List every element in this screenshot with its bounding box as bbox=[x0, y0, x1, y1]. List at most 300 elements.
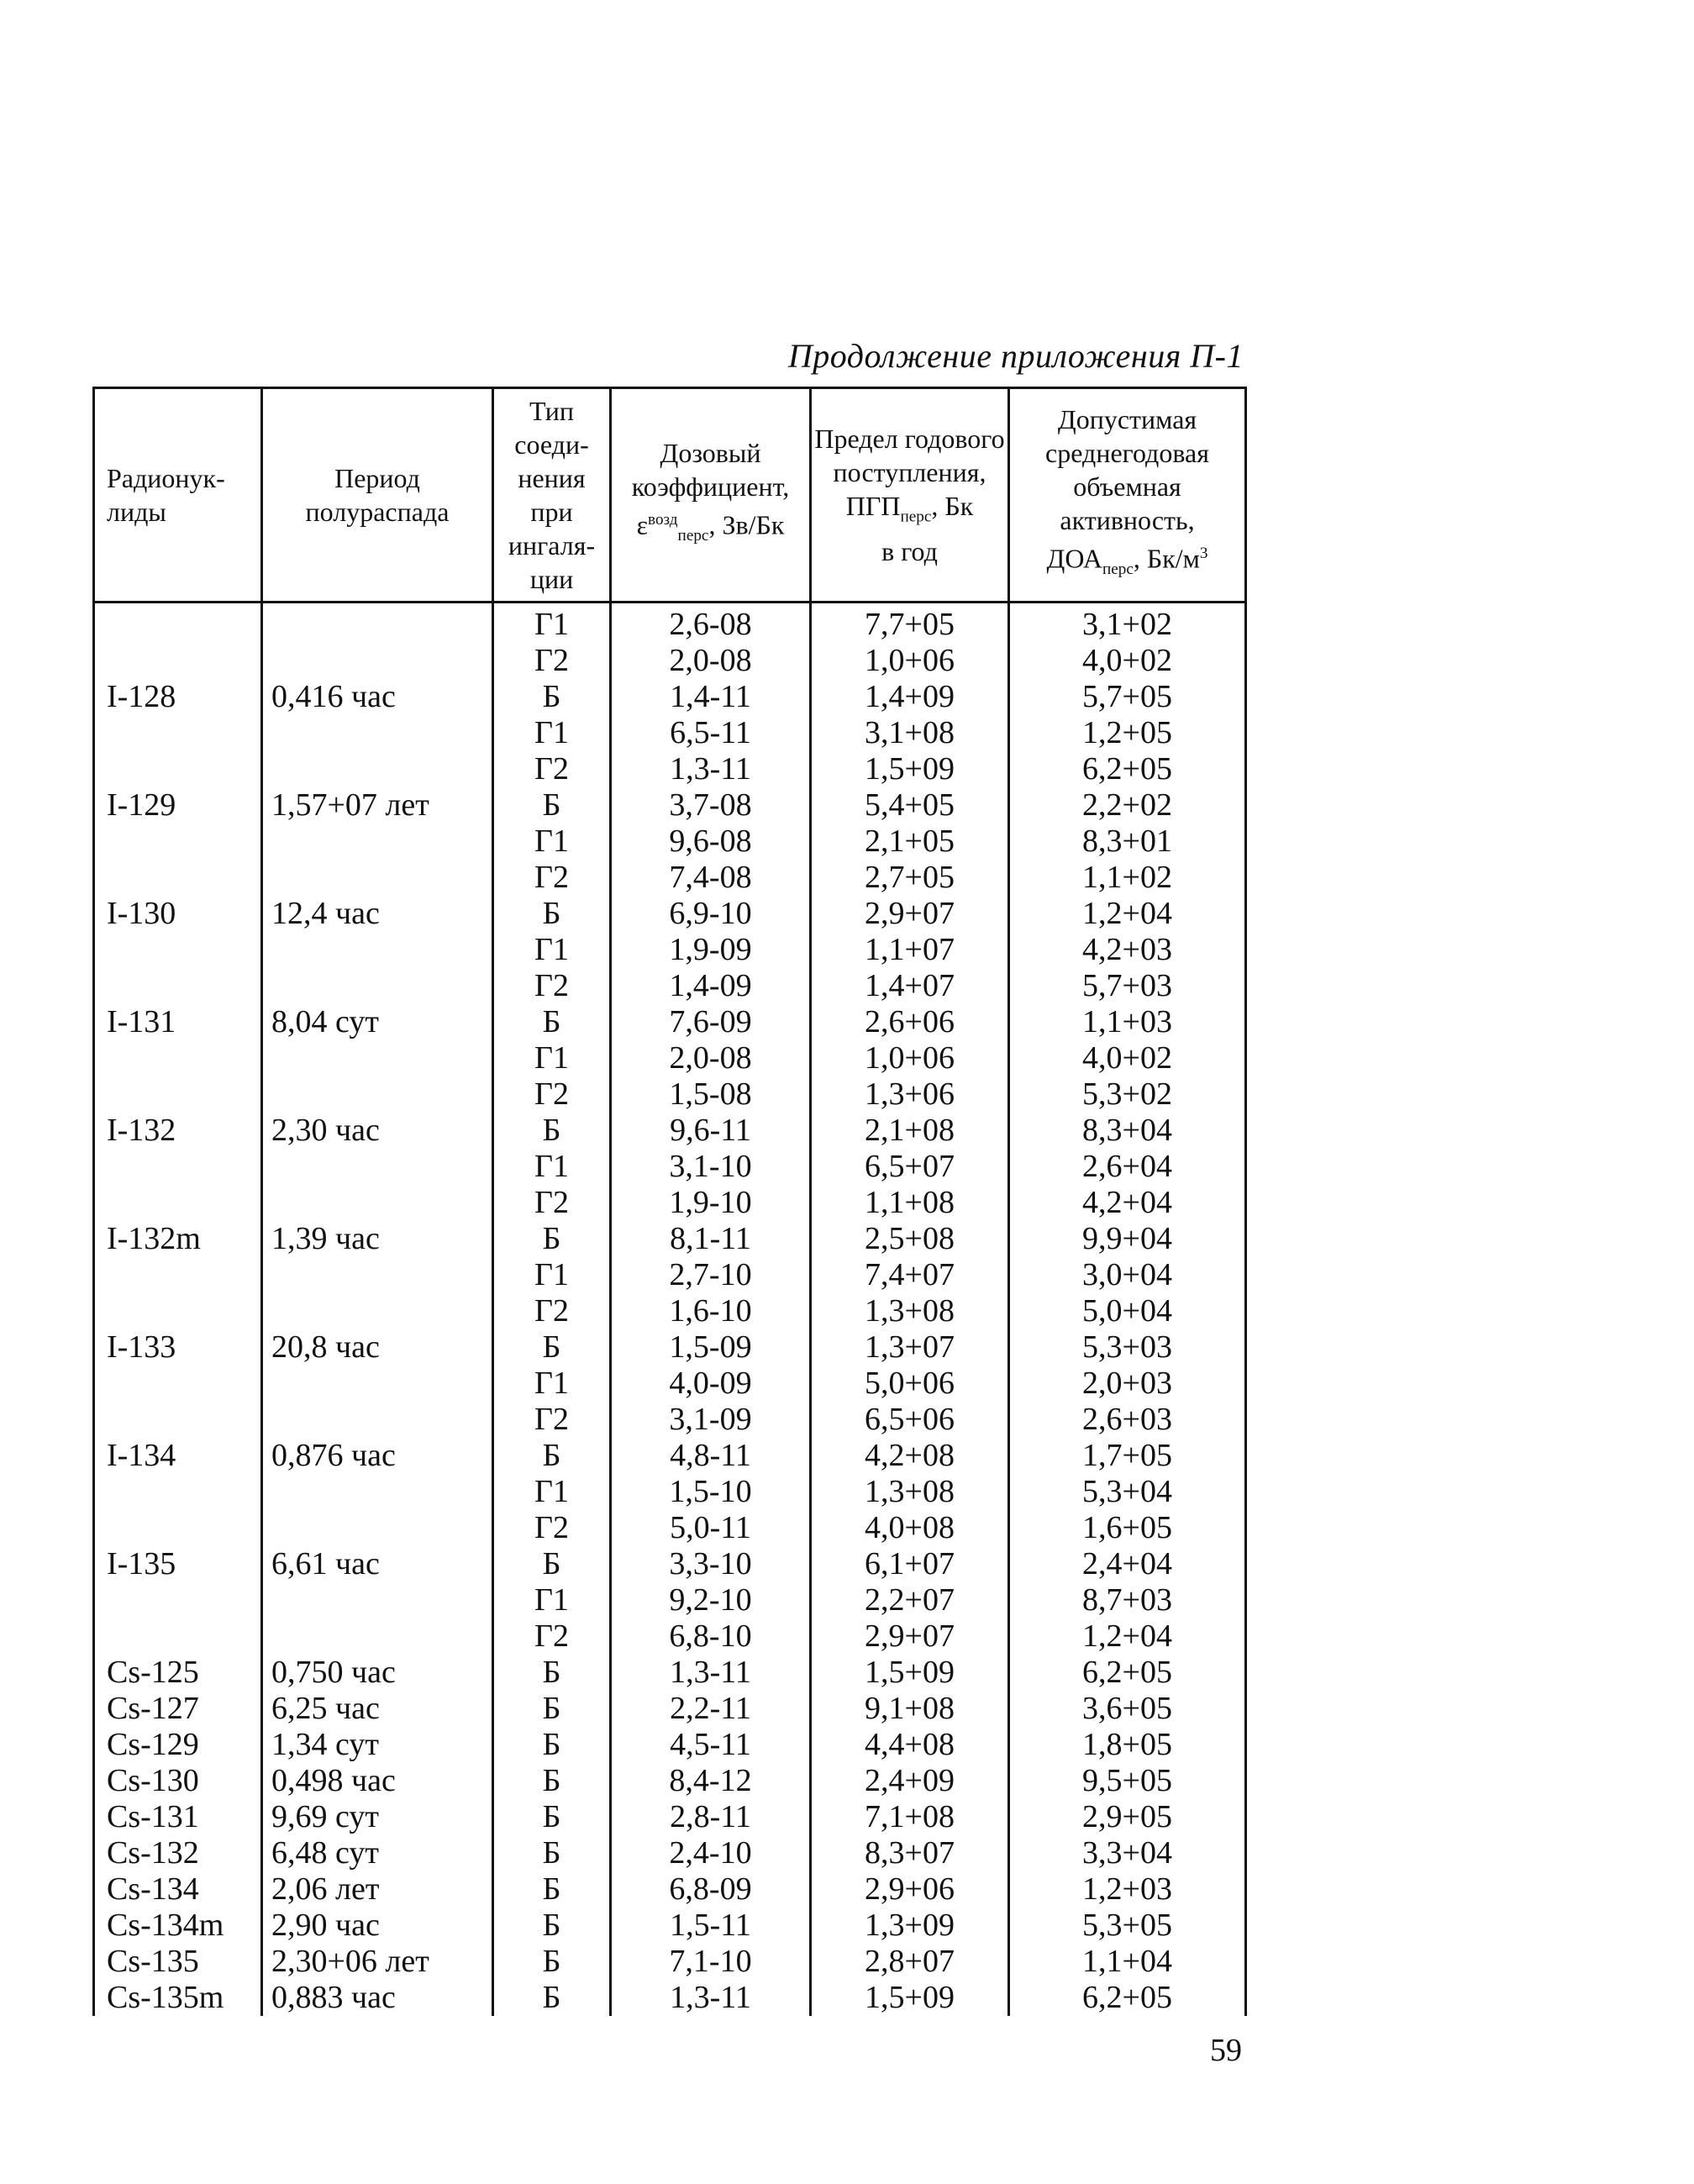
header-limit-tail: в год bbox=[881, 535, 938, 566]
nuclide-cell: I-135 bbox=[94, 1546, 262, 1582]
table-row bbox=[94, 1908, 1246, 1944]
compound-type-cell: Б bbox=[493, 1438, 611, 1474]
half-life-cell bbox=[262, 860, 493, 896]
compound-type-cell: Б bbox=[493, 679, 611, 715]
compound-type-cell: Г1 bbox=[493, 1474, 611, 1510]
intake-limit-cell: 9,1+08 bbox=[811, 1691, 1009, 1727]
half-life-cell bbox=[262, 1510, 493, 1546]
volume-activity-cell: 9,5+05 bbox=[1009, 1763, 1246, 1799]
header-row bbox=[94, 388, 1246, 603]
half-life-cell: 2,90 час bbox=[262, 1908, 493, 1944]
intake-limit-cell: 4,0+08 bbox=[811, 1510, 1009, 1546]
volume-activity-cell: 2,6+04 bbox=[1009, 1149, 1246, 1185]
nuclide-cell: Cs-135m bbox=[94, 1980, 262, 2016]
nuclide-cell bbox=[94, 968, 262, 1004]
header-activity-abbr: ДОА bbox=[1046, 544, 1102, 575]
table-row bbox=[94, 1185, 1246, 1221]
dose-coefficient-cell: 2,0-08 bbox=[611, 643, 811, 679]
compound-type-cell: Б bbox=[493, 1113, 611, 1149]
intake-limit-cell: 2,9+06 bbox=[811, 1871, 1009, 1908]
half-life-cell bbox=[262, 968, 493, 1004]
dose-coefficient-cell: 1,3-11 bbox=[611, 1655, 811, 1691]
compound-type-cell: Г1 bbox=[493, 1257, 611, 1293]
dose-coefficient-cell: 9,2-10 bbox=[611, 1582, 811, 1618]
half-life-cell bbox=[262, 1582, 493, 1618]
compound-type-cell: Г2 bbox=[493, 860, 611, 896]
nuclide-cell bbox=[94, 643, 262, 679]
half-life-cell bbox=[262, 1185, 493, 1221]
volume-activity-cell: 2,0+03 bbox=[1009, 1366, 1246, 1402]
nuclide-cell bbox=[94, 860, 262, 896]
compound-type-cell: Б bbox=[493, 896, 611, 932]
intake-limit-cell: 2,2+07 bbox=[811, 1582, 1009, 1618]
half-life-cell bbox=[262, 1257, 493, 1293]
compound-type-cell: Б bbox=[493, 1691, 611, 1727]
compound-type-cell: Г2 bbox=[493, 968, 611, 1004]
volume-activity-cell: 4,2+04 bbox=[1009, 1185, 1246, 1221]
volume-activity-cell: 5,3+05 bbox=[1009, 1908, 1246, 1944]
dose-coefficient-cell: 2,6-08 bbox=[611, 603, 811, 644]
volume-activity-cell: 3,0+04 bbox=[1009, 1257, 1246, 1293]
dose-coefficient-cell: 6,5-11 bbox=[611, 715, 811, 751]
dose-coefficient-cell: 3,1-10 bbox=[611, 1149, 811, 1185]
nuclide-cell: I-132 bbox=[94, 1113, 262, 1149]
dose-coefficient-cell: 3,3-10 bbox=[611, 1546, 811, 1582]
intake-limit-cell: 2,4+09 bbox=[811, 1763, 1009, 1799]
table-row bbox=[94, 715, 1246, 751]
intake-limit-cell: 2,1+08 bbox=[811, 1113, 1009, 1149]
table-row bbox=[94, 679, 1246, 715]
half-life-cell: 2,30+06 лет bbox=[262, 1944, 493, 1980]
header-annual-intake-limit bbox=[811, 388, 1009, 603]
nuclide-cell: Cs-125 bbox=[94, 1655, 262, 1691]
dose-coefficient-cell: 2,0-08 bbox=[611, 1040, 811, 1076]
volume-activity-cell: 2,6+03 bbox=[1009, 1402, 1246, 1438]
header-compound-type: Тип соеди-нения при ингаля-ции bbox=[493, 388, 611, 603]
compound-type-cell: Г1 bbox=[493, 1149, 611, 1185]
table-row bbox=[94, 1366, 1246, 1402]
nuclide-cell: Cs-129 bbox=[94, 1727, 262, 1763]
volume-activity-cell: 2,4+04 bbox=[1009, 1546, 1246, 1582]
nuclide-cell: Cs-135 bbox=[94, 1944, 262, 1980]
half-life-cell: 6,25 час bbox=[262, 1691, 493, 1727]
nuclide-cell bbox=[94, 1402, 262, 1438]
nuclide-cell: I-128 bbox=[94, 679, 262, 715]
intake-limit-cell: 5,4+05 bbox=[811, 787, 1009, 824]
volume-activity-cell: 8,3+01 bbox=[1009, 824, 1246, 860]
intake-limit-cell: 6,5+06 bbox=[811, 1402, 1009, 1438]
dose-coefficient-cell: 6,9-10 bbox=[611, 896, 811, 932]
nuclide-cell bbox=[94, 1185, 262, 1221]
volume-activity-cell: 5,3+02 bbox=[1009, 1076, 1246, 1113]
dose-coefficient-cell: 7,6-09 bbox=[611, 1004, 811, 1040]
table-row bbox=[94, 1076, 1246, 1113]
compound-type-cell: Г2 bbox=[493, 1402, 611, 1438]
half-life-cell: 1,57+07 лет bbox=[262, 787, 493, 824]
table-row bbox=[94, 1510, 1246, 1546]
volume-activity-cell: 1,1+02 bbox=[1009, 860, 1246, 896]
compound-type-cell: Б bbox=[493, 787, 611, 824]
table-row bbox=[94, 751, 1246, 787]
header-limit-sub: перс bbox=[900, 508, 932, 526]
compound-type-cell: Б bbox=[493, 1763, 611, 1799]
dose-coefficient-cell: 3,7-08 bbox=[611, 787, 811, 824]
compound-type-cell: Б bbox=[493, 1004, 611, 1040]
header-volume-activity bbox=[1009, 388, 1246, 603]
header-dose-symbol: ε bbox=[636, 510, 649, 541]
dose-coefficient-cell: 9,6-11 bbox=[611, 1113, 811, 1149]
dose-coefficient-cell: 4,5-11 bbox=[611, 1727, 811, 1763]
header-dose-sub: перс bbox=[677, 527, 709, 545]
compound-type-cell: Г2 bbox=[493, 1510, 611, 1546]
half-life-cell: 6,48 сут bbox=[262, 1835, 493, 1871]
nuclide-cell bbox=[94, 1366, 262, 1402]
table-row bbox=[94, 603, 1246, 644]
intake-limit-cell: 7,1+08 bbox=[811, 1799, 1009, 1835]
table-row bbox=[94, 1040, 1246, 1076]
dose-coefficient-cell: 4,0-09 bbox=[611, 1366, 811, 1402]
dose-coefficient-cell: 8,1-11 bbox=[611, 1221, 811, 1257]
nuclide-cell bbox=[94, 715, 262, 751]
nuclide-cell bbox=[94, 1510, 262, 1546]
nuclide-cell bbox=[94, 932, 262, 968]
dose-coefficient-cell: 6,8-09 bbox=[611, 1871, 811, 1908]
header-dose-coefficient bbox=[611, 388, 811, 603]
header-activity-main: Допустимая среднегодовая объемная активность, bbox=[1045, 404, 1209, 536]
table-row bbox=[94, 1799, 1246, 1835]
compound-type-cell: Г2 bbox=[493, 643, 611, 679]
table-row bbox=[94, 1691, 1246, 1727]
half-life-cell bbox=[262, 932, 493, 968]
nuclide-cell: I-133 bbox=[94, 1329, 262, 1366]
nuclide-cell bbox=[94, 1582, 262, 1618]
table-row bbox=[94, 1618, 1246, 1655]
half-life-cell: 6,61 час bbox=[262, 1546, 493, 1582]
table-row bbox=[94, 1438, 1246, 1474]
intake-limit-cell: 1,4+09 bbox=[811, 679, 1009, 715]
nuclide-cell bbox=[94, 1257, 262, 1293]
dose-coefficient-cell: 2,4-10 bbox=[611, 1835, 811, 1871]
compound-type-cell: Г1 bbox=[493, 603, 611, 644]
header-limit-unit: , Бк bbox=[931, 491, 974, 522]
table-row bbox=[94, 1474, 1246, 1510]
intake-limit-cell: 1,3+09 bbox=[811, 1908, 1009, 1944]
compound-type-cell: Г1 bbox=[493, 1366, 611, 1402]
volume-activity-cell: 2,2+02 bbox=[1009, 787, 1246, 824]
compound-type-cell: Г1 bbox=[493, 715, 611, 751]
compound-type-cell: Б bbox=[493, 1546, 611, 1582]
volume-activity-cell: 1,1+04 bbox=[1009, 1944, 1246, 1980]
compound-type-cell: Б bbox=[493, 1944, 611, 1980]
nuclide-cell: I-129 bbox=[94, 787, 262, 824]
compound-type-cell: Г2 bbox=[493, 751, 611, 787]
intake-limit-cell: 4,4+08 bbox=[811, 1727, 1009, 1763]
table-caption: Продолжение приложения П-1 bbox=[787, 337, 1244, 375]
intake-limit-cell: 1,0+06 bbox=[811, 1040, 1009, 1076]
dose-coefficient-cell: 9,6-08 bbox=[611, 824, 811, 860]
table-row bbox=[94, 643, 1246, 679]
compound-type-cell: Б bbox=[493, 1329, 611, 1366]
intake-limit-cell: 2,8+07 bbox=[811, 1944, 1009, 1980]
compound-type-cell: Б bbox=[493, 1908, 611, 1944]
header-activity-sub: перс bbox=[1102, 560, 1134, 579]
compound-type-cell: Г1 bbox=[493, 1582, 611, 1618]
table-row bbox=[94, 1727, 1246, 1763]
dose-coefficient-cell: 1,5-10 bbox=[611, 1474, 811, 1510]
table-row bbox=[94, 932, 1246, 968]
intake-limit-cell: 6,5+07 bbox=[811, 1149, 1009, 1185]
volume-activity-cell: 3,1+02 bbox=[1009, 603, 1246, 644]
intake-limit-cell: 1,3+06 bbox=[811, 1076, 1009, 1113]
half-life-cell: 0,876 час bbox=[262, 1438, 493, 1474]
table-row bbox=[94, 1871, 1246, 1908]
half-life-cell: 1,39 час bbox=[262, 1221, 493, 1257]
volume-activity-cell: 2,9+05 bbox=[1009, 1799, 1246, 1835]
dose-coefficient-cell: 1,3-11 bbox=[611, 751, 811, 787]
half-life-cell bbox=[262, 751, 493, 787]
dose-coefficient-cell: 1,3-11 bbox=[611, 1980, 811, 2016]
intake-limit-cell: 6,1+07 bbox=[811, 1546, 1009, 1582]
dose-coefficient-cell: 2,2-11 bbox=[611, 1691, 811, 1727]
intake-limit-cell: 5,0+06 bbox=[811, 1366, 1009, 1402]
half-life-cell: 2,06 лет bbox=[262, 1871, 493, 1908]
volume-activity-cell: 1,6+05 bbox=[1009, 1510, 1246, 1546]
table-row bbox=[94, 1944, 1246, 1980]
table-header bbox=[94, 388, 1246, 603]
half-life-cell: 0,750 час bbox=[262, 1655, 493, 1691]
nuclide-cell: Cs-127 bbox=[94, 1691, 262, 1727]
table-row bbox=[94, 1149, 1246, 1185]
dose-coefficient-cell: 6,8-10 bbox=[611, 1618, 811, 1655]
half-life-cell: 12,4 час bbox=[262, 896, 493, 932]
volume-activity-cell: 4,2+03 bbox=[1009, 932, 1246, 968]
compound-type-cell: Г2 bbox=[493, 1185, 611, 1221]
table-row bbox=[94, 1257, 1246, 1293]
header-nuclide: Радионук-лиды bbox=[94, 388, 262, 603]
intake-limit-cell: 1,1+07 bbox=[811, 932, 1009, 968]
compound-type-cell: Б bbox=[493, 1221, 611, 1257]
dose-coefficient-cell: 1,5-09 bbox=[611, 1329, 811, 1366]
volume-activity-cell: 4,0+02 bbox=[1009, 643, 1246, 679]
volume-activity-cell: 4,0+02 bbox=[1009, 1040, 1246, 1076]
dose-coefficient-cell: 7,4-08 bbox=[611, 860, 811, 896]
intake-limit-cell: 2,9+07 bbox=[811, 896, 1009, 932]
half-life-cell bbox=[262, 603, 493, 644]
volume-activity-cell: 1,2+04 bbox=[1009, 896, 1246, 932]
half-life-cell bbox=[262, 1402, 493, 1438]
nuclide-cell bbox=[94, 751, 262, 787]
intake-limit-cell: 1,0+06 bbox=[811, 643, 1009, 679]
intake-limit-cell: 7,4+07 bbox=[811, 1257, 1009, 1293]
half-life-cell: 0,416 час bbox=[262, 679, 493, 715]
dose-coefficient-cell: 1,9-10 bbox=[611, 1185, 811, 1221]
intake-limit-cell: 3,1+08 bbox=[811, 715, 1009, 751]
compound-type-cell: Г1 bbox=[493, 932, 611, 968]
volume-activity-cell: 3,6+05 bbox=[1009, 1691, 1246, 1727]
dose-coefficient-cell: 7,1-10 bbox=[611, 1944, 811, 1980]
volume-activity-cell: 6,2+05 bbox=[1009, 1980, 1246, 2016]
table-row bbox=[94, 860, 1246, 896]
half-life-cell bbox=[262, 1474, 493, 1510]
intake-limit-cell: 1,5+09 bbox=[811, 751, 1009, 787]
volume-activity-cell: 3,3+04 bbox=[1009, 1835, 1246, 1871]
half-life-cell: 20,8 час bbox=[262, 1329, 493, 1366]
compound-type-cell: Г2 bbox=[493, 1293, 611, 1329]
nuclide-cell: I-134 bbox=[94, 1438, 262, 1474]
nuclide-cell: Cs-131 bbox=[94, 1799, 262, 1835]
half-life-cell bbox=[262, 1040, 493, 1076]
table-row bbox=[94, 1546, 1246, 1582]
nuclide-cell: Cs-132 bbox=[94, 1835, 262, 1871]
table-row bbox=[94, 1329, 1246, 1366]
table-row bbox=[94, 1221, 1246, 1257]
intake-limit-cell: 2,1+05 bbox=[811, 824, 1009, 860]
table-row bbox=[94, 1582, 1246, 1618]
dose-coefficient-cell: 2,8-11 bbox=[611, 1799, 811, 1835]
header-dose-unit: , Зв/Бк bbox=[708, 510, 785, 541]
half-life-cell: 2,30 час bbox=[262, 1113, 493, 1149]
half-life-cell: 1,34 сут bbox=[262, 1727, 493, 1763]
half-life-cell: 8,04 сут bbox=[262, 1004, 493, 1040]
table-row bbox=[94, 1113, 1246, 1149]
nuclide-cell bbox=[94, 1076, 262, 1113]
header-limit-abbr: ПГП bbox=[845, 491, 901, 522]
nuclide-cell: Cs-130 bbox=[94, 1763, 262, 1799]
volume-activity-cell: 5,0+04 bbox=[1009, 1293, 1246, 1329]
intake-limit-cell: 7,7+05 bbox=[811, 603, 1009, 644]
volume-activity-cell: 6,2+05 bbox=[1009, 1655, 1246, 1691]
volume-activity-cell: 1,2+04 bbox=[1009, 1618, 1246, 1655]
dose-coefficient-cell: 1,4-11 bbox=[611, 679, 811, 715]
half-life-cell bbox=[262, 1618, 493, 1655]
nuclide-cell bbox=[94, 1293, 262, 1329]
nuclide-cell bbox=[94, 1618, 262, 1655]
nuclide-cell: Cs-134 bbox=[94, 1871, 262, 1908]
table-row bbox=[94, 1835, 1246, 1871]
table-row bbox=[94, 1655, 1246, 1691]
dose-coefficient-cell: 3,1-09 bbox=[611, 1402, 811, 1438]
dose-coefficient-cell: 5,0-11 bbox=[611, 1510, 811, 1546]
intake-limit-cell: 4,2+08 bbox=[811, 1438, 1009, 1474]
volume-activity-cell: 1,2+05 bbox=[1009, 715, 1246, 751]
dose-coefficient-cell: 2,7-10 bbox=[611, 1257, 811, 1293]
dose-coefficient-cell: 1,4-09 bbox=[611, 968, 811, 1004]
half-life-cell bbox=[262, 715, 493, 751]
intake-limit-cell: 1,3+07 bbox=[811, 1329, 1009, 1366]
radionuclide-table-container bbox=[92, 387, 1247, 2016]
half-life-cell: 0,883 час bbox=[262, 1980, 493, 2016]
table-row bbox=[94, 1293, 1246, 1329]
intake-limit-cell: 1,4+07 bbox=[811, 968, 1009, 1004]
dose-coefficient-cell: 4,8-11 bbox=[611, 1438, 811, 1474]
half-life-cell bbox=[262, 1149, 493, 1185]
nuclide-cell bbox=[94, 1149, 262, 1185]
half-life-cell bbox=[262, 1366, 493, 1402]
table-row bbox=[94, 896, 1246, 932]
half-life-cell bbox=[262, 1076, 493, 1113]
nuclide-cell bbox=[94, 824, 262, 860]
header-activity-sup: 3 bbox=[1199, 545, 1208, 563]
compound-type-cell: Г1 bbox=[493, 1040, 611, 1076]
half-life-cell: 0,498 час bbox=[262, 1763, 493, 1799]
half-life-cell bbox=[262, 824, 493, 860]
dose-coefficient-cell: 8,4-12 bbox=[611, 1763, 811, 1799]
volume-activity-cell: 1,7+05 bbox=[1009, 1438, 1246, 1474]
volume-activity-cell: 5,7+05 bbox=[1009, 679, 1246, 715]
compound-type-cell: Б bbox=[493, 1655, 611, 1691]
intake-limit-cell: 1,3+08 bbox=[811, 1474, 1009, 1510]
volume-activity-cell: 6,2+05 bbox=[1009, 751, 1246, 787]
nuclide-cell bbox=[94, 603, 262, 644]
volume-activity-cell: 8,7+03 bbox=[1009, 1582, 1246, 1618]
header-limit-main: Предел годового поступления, bbox=[814, 424, 1005, 488]
half-life-cell bbox=[262, 643, 493, 679]
nuclide-cell bbox=[94, 1040, 262, 1076]
nuclide-cell: I-131 bbox=[94, 1004, 262, 1040]
volume-activity-cell: 5,7+03 bbox=[1009, 968, 1246, 1004]
volume-activity-cell: 5,3+03 bbox=[1009, 1329, 1246, 1366]
compound-type-cell: Г2 bbox=[493, 1618, 611, 1655]
nuclide-cell: I-130 bbox=[94, 896, 262, 932]
header-activity-unit: , Бк/м bbox=[1133, 544, 1200, 575]
header-half-life: Период полураспада bbox=[262, 388, 493, 603]
table-row bbox=[94, 824, 1246, 860]
nuclide-cell: Cs-134m bbox=[94, 1908, 262, 1944]
page-number: 59 bbox=[1210, 2033, 1242, 2068]
compound-type-cell: Б bbox=[493, 1980, 611, 2016]
compound-type-cell: Б bbox=[493, 1871, 611, 1908]
intake-limit-cell: 2,9+07 bbox=[811, 1618, 1009, 1655]
half-life-cell bbox=[262, 1293, 493, 1329]
table-row bbox=[94, 1004, 1246, 1040]
dose-coefficient-cell: 1,5-11 bbox=[611, 1908, 811, 1944]
nuclide-cell: I-132m bbox=[94, 1221, 262, 1257]
table-body bbox=[94, 603, 1246, 2017]
table-row bbox=[94, 968, 1246, 1004]
volume-activity-cell: 1,1+03 bbox=[1009, 1004, 1246, 1040]
half-life-cell: 9,69 сут bbox=[262, 1799, 493, 1835]
volume-activity-cell: 9,9+04 bbox=[1009, 1221, 1246, 1257]
compound-type-cell: Б bbox=[493, 1835, 611, 1871]
compound-type-cell: Г1 bbox=[493, 824, 611, 860]
intake-limit-cell: 1,1+08 bbox=[811, 1185, 1009, 1221]
volume-activity-cell: 1,2+03 bbox=[1009, 1871, 1246, 1908]
compound-type-cell: Б bbox=[493, 1799, 611, 1835]
radionuclide-table bbox=[92, 387, 1247, 2016]
header-dose-sup: возд bbox=[648, 511, 678, 529]
intake-limit-cell: 2,5+08 bbox=[811, 1221, 1009, 1257]
intake-limit-cell: 2,7+05 bbox=[811, 860, 1009, 896]
intake-limit-cell: 1,5+09 bbox=[811, 1980, 1009, 2016]
intake-limit-cell: 8,3+07 bbox=[811, 1835, 1009, 1871]
dose-coefficient-cell: 1,5-08 bbox=[611, 1076, 811, 1113]
table-row bbox=[94, 787, 1246, 824]
volume-activity-cell: 8,3+04 bbox=[1009, 1113, 1246, 1149]
dose-coefficient-cell: 1,6-10 bbox=[611, 1293, 811, 1329]
volume-activity-cell: 1,8+05 bbox=[1009, 1727, 1246, 1763]
header-dose-main: Дозовый коэффициент, bbox=[631, 438, 790, 503]
volume-activity-cell: 5,3+04 bbox=[1009, 1474, 1246, 1510]
nuclide-cell bbox=[94, 1474, 262, 1510]
table-row bbox=[94, 1763, 1246, 1799]
compound-type-cell: Б bbox=[493, 1727, 611, 1763]
table-row bbox=[94, 1402, 1246, 1438]
intake-limit-cell: 1,5+09 bbox=[811, 1655, 1009, 1691]
intake-limit-cell: 2,6+06 bbox=[811, 1004, 1009, 1040]
table-row bbox=[94, 1980, 1246, 2016]
compound-type-cell: Г2 bbox=[493, 1076, 611, 1113]
dose-coefficient-cell: 1,9-09 bbox=[611, 932, 811, 968]
